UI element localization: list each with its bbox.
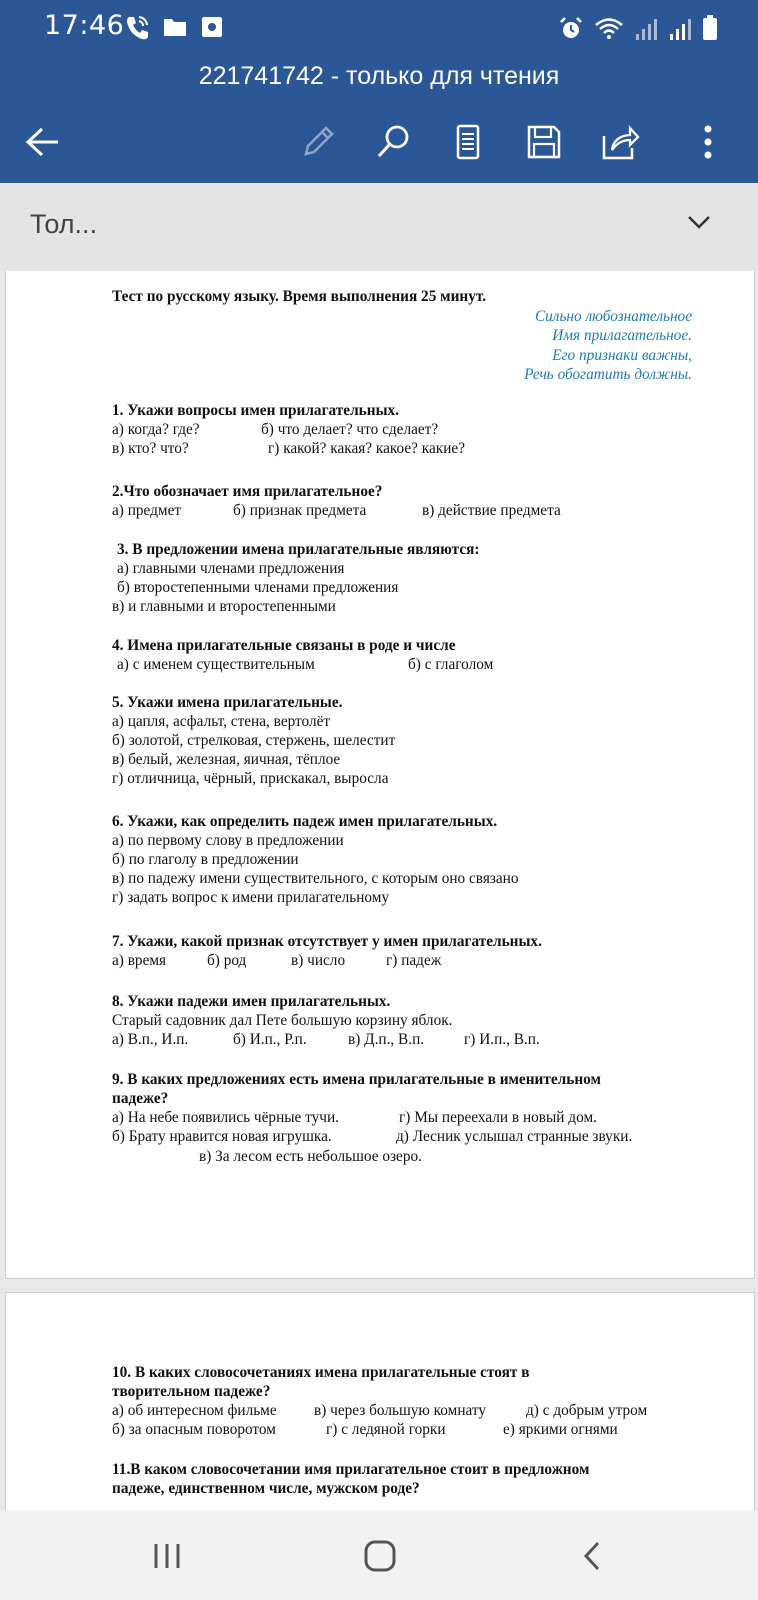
question-11-title: 11.В каком словосочетании имя прилагательное стоит в предложном	[112, 1461, 590, 1478]
answer-option: г) с ледяной горки	[326, 1421, 446, 1438]
status-time: 17:46	[44, 10, 125, 41]
answer-option: б) что делает? что сделает?	[261, 421, 439, 438]
question-4-title: 4. Имена прилагательные связаны в роде и числе	[112, 637, 456, 654]
share-button[interactable]	[598, 120, 642, 164]
answer-option: а) главными членами предложения	[117, 560, 345, 577]
question-8-title: 8. Укажи падежи имен прилагательных.	[112, 993, 391, 1010]
status-bar	[0, 0, 758, 58]
more-options-button[interactable]	[686, 120, 730, 164]
recent-apps-icon	[150, 1541, 184, 1571]
reading-view-button[interactable]	[446, 120, 490, 164]
document-page-2	[5, 1292, 755, 1511]
answer-option: в) белый, железная, яичная, тёплое	[112, 751, 341, 768]
answer-option: г) отличница, чёрный, прискакал, выросла	[112, 770, 389, 787]
app-bar	[0, 0, 758, 183]
answer-option: а) время	[112, 952, 167, 969]
poem-line: Речь обогатить должны.	[524, 366, 692, 384]
answer-option: а) предмет	[112, 502, 182, 519]
answer-option: д) с добрым утром	[526, 1402, 648, 1419]
question-9-title-cont: падеже?	[112, 1090, 169, 1107]
poem-line: Его признаки важны,	[552, 346, 692, 364]
panel-label: Тол...	[30, 209, 98, 239]
share-icon	[600, 122, 640, 162]
answer-option: а) На небе появились чёрные тучи.	[112, 1109, 339, 1126]
pencil-icon	[298, 122, 338, 162]
question-2-title: 2.Что обозначает имя прилагательное?	[112, 483, 383, 500]
system-nav-bar	[0, 1511, 758, 1600]
answer-option: б) по глаголу в предложении	[112, 851, 299, 868]
question-8-sentence: Старый садовник дал Пете большую корзину яблок.	[112, 1012, 453, 1029]
answer-option: б) род	[207, 952, 247, 969]
back-icon	[22, 125, 62, 159]
recent-apps-button[interactable]	[142, 1533, 192, 1579]
answer-option: б) признак предмета	[233, 502, 367, 519]
alarm-icon	[558, 16, 584, 46]
answer-option: в) и главными и второстепенными	[112, 598, 336, 615]
poem	[524, 307, 692, 385]
nav-back-button[interactable]	[567, 1533, 617, 1579]
answer-option: в) по падежу имени существительного, с которым оно связано	[112, 870, 519, 887]
search-icon	[374, 122, 414, 162]
collapsed-panel[interactable]	[0, 183, 758, 271]
answer-option: а) об интересном фильме	[112, 1402, 277, 1419]
folder-icon	[162, 14, 188, 46]
answer-option: а) по первому слову в предложении	[112, 832, 344, 849]
question-10-title: 10. В каких словосочетаниях имена прилагательные стоят в	[112, 1364, 530, 1381]
question-7-title: 7. Укажи, какой признак отсутствует у имен прилагательных.	[112, 933, 542, 950]
answer-option: б) второстепенными членами предложения	[117, 579, 399, 596]
question-9-title: 9. В каких предложениях есть имена прилагательные в именительном	[112, 1071, 601, 1088]
signal-icon-2	[668, 16, 692, 46]
back-nav-icon	[579, 1539, 605, 1573]
answer-option: г) задать вопрос к имени прилагательному	[112, 889, 390, 906]
answer-option: б) Брату нравится новая игрушка.	[112, 1128, 332, 1145]
chevron-down-icon[interactable]	[686, 213, 712, 235]
answer-option: а) В.п., И.п.	[112, 1031, 189, 1048]
search-button[interactable]	[372, 120, 416, 164]
back-button[interactable]	[20, 120, 64, 164]
document-title: 221741742 - только для чтения	[198, 62, 560, 90]
answer-option: б) И.п., Р.п.	[233, 1031, 307, 1048]
answer-option: а) когда? где?	[112, 421, 200, 438]
answer-option: в) За лесом есть небольшое озеро.	[199, 1148, 422, 1165]
answer-option: в) кто? что?	[112, 440, 189, 457]
save-icon	[524, 122, 564, 162]
question-6-title: 6. Укажи, как определить падеж имен прилагательных.	[112, 813, 498, 830]
answer-option: г) Мы переехали в новый дом.	[399, 1109, 597, 1126]
question-1-title: 1. Укажи вопросы имен прилагательных.	[112, 402, 399, 419]
answer-option: б) с глаголом	[408, 656, 494, 673]
document-view[interactable]	[0, 271, 758, 1511]
answer-option: а) цапля, асфальт, стена, вертолёт	[112, 713, 331, 730]
answer-option: б) за опасным поворотом	[112, 1421, 276, 1438]
answer-option: в) число	[291, 952, 346, 969]
home-icon	[362, 1538, 398, 1574]
answer-option: б) золотой, стрелковая, стержень, шелестит	[112, 732, 396, 749]
wifi-calling-icon	[124, 14, 150, 46]
question-10-title-cont: творительном падеже?	[112, 1383, 271, 1400]
screenshot-icon	[200, 14, 224, 46]
battery-icon	[702, 14, 718, 46]
save-button[interactable]	[522, 120, 566, 164]
more-icon	[702, 122, 714, 162]
answer-option: в) действие предмета	[422, 502, 561, 519]
test-header: Тест по русскому языку. Время выполнения 25 минут.	[112, 288, 487, 305]
wifi-icon	[594, 16, 624, 46]
signal-icon	[634, 16, 658, 46]
question-5-title: 5. Укажи имена прилагательные.	[112, 694, 343, 711]
reading-view-icon	[451, 122, 485, 162]
poem-line: Сильно любознательное	[534, 308, 692, 325]
home-button[interactable]	[355, 1533, 405, 1579]
edit-button[interactable]	[296, 120, 340, 164]
document-page-1	[5, 271, 755, 1279]
question-11-title-cont: падеже, единственном числе, мужском роде?	[112, 1480, 420, 1497]
toolbar	[0, 112, 758, 172]
question-3-title: 3. В предложении имена прилагательные являются:	[117, 541, 480, 558]
answer-option: а) с именем существительным	[117, 656, 315, 673]
answer-option: в) Д.п., В.п.	[348, 1031, 425, 1048]
poem-line: Имя прилагательное.	[552, 327, 692, 345]
answer-option: е) яркими огнями	[503, 1421, 618, 1438]
answer-option: г) какой? какая? какое? какие?	[268, 440, 465, 457]
answer-option: в) через большую комнату	[314, 1402, 487, 1419]
answer-option: г) падеж	[386, 952, 442, 969]
answer-option: г) И.п., В.п.	[464, 1031, 540, 1048]
answer-option: д) Лесник услышал странные звуки.	[396, 1128, 633, 1145]
